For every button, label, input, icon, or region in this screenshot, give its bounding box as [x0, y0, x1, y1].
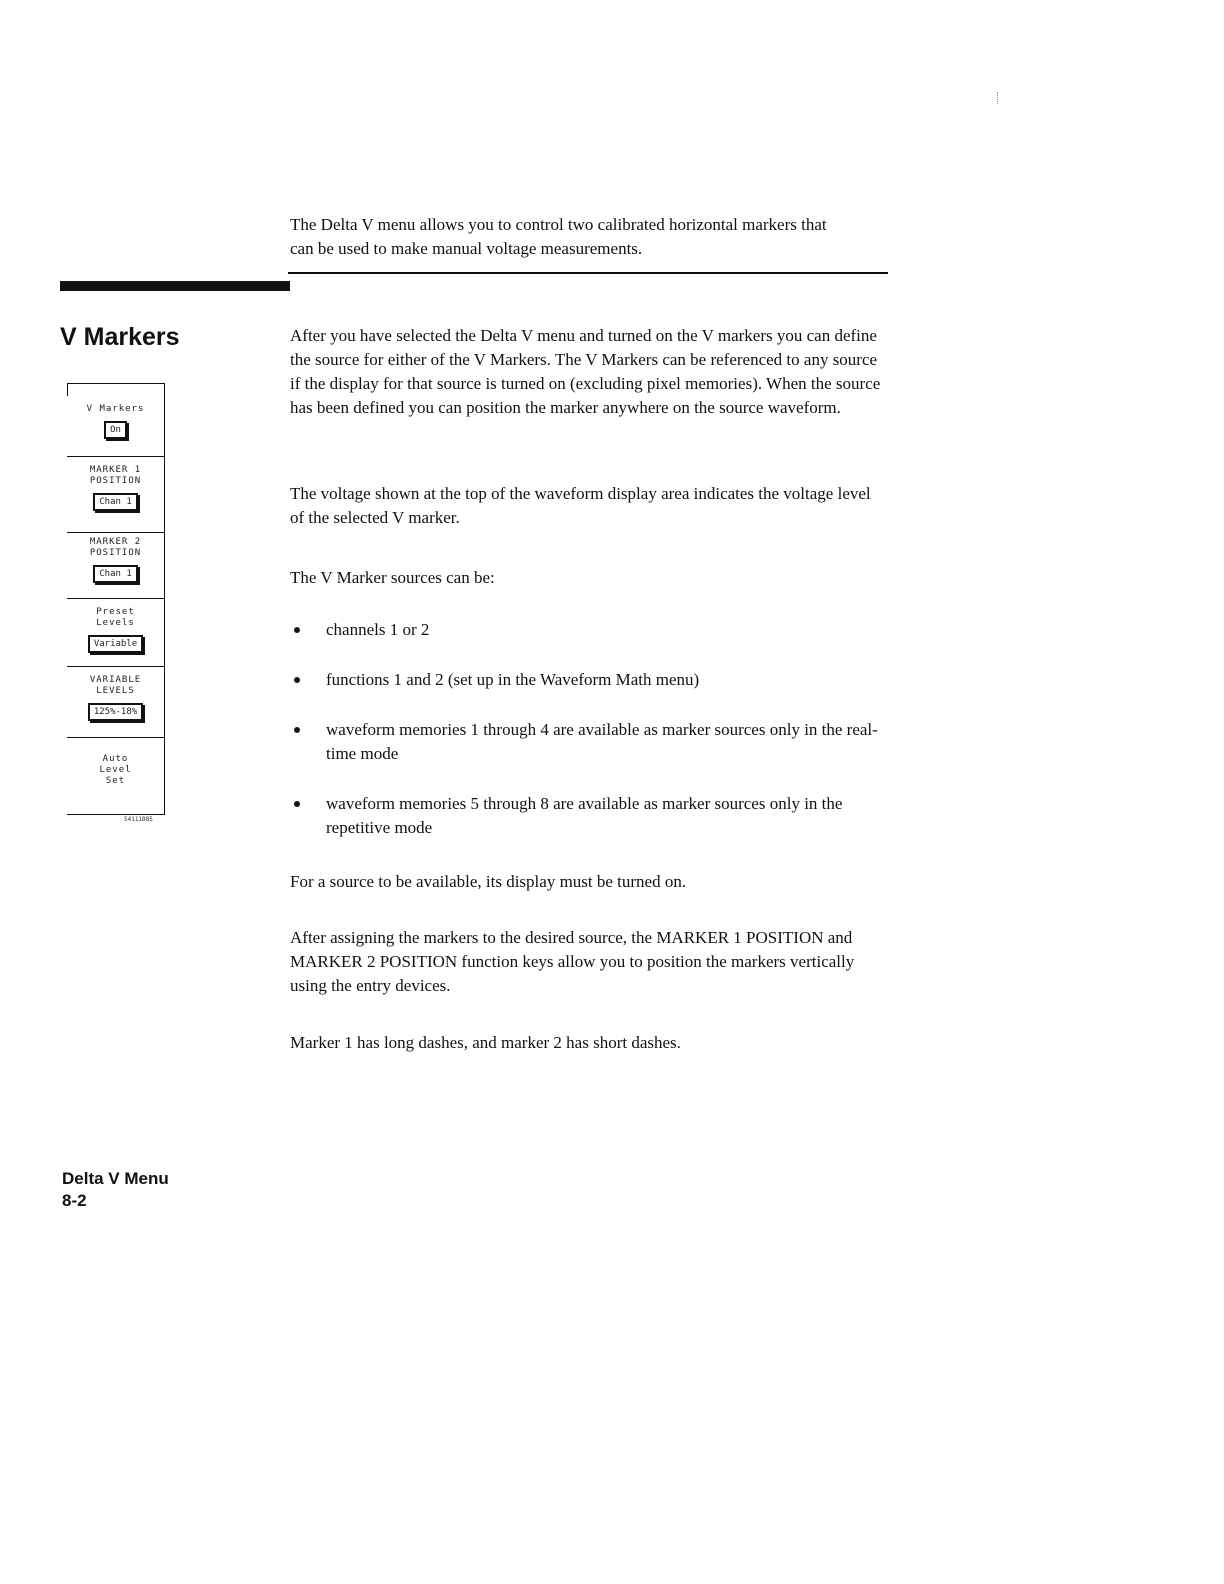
figure-code: 54111B85	[124, 816, 153, 823]
softkey-label: Preset Levels	[96, 607, 135, 628]
paragraph-sources-intro: The V Marker sources can be:	[290, 568, 495, 587]
softkey-marker1-position	[67, 457, 164, 533]
list-item-text: waveform memories 5 through 8 are available as marker sources only in the repetitive mode	[326, 794, 843, 837]
paragraph-availability: For a source to be available, its display must be turned on.	[290, 872, 687, 891]
list-item	[290, 792, 885, 840]
softkey-value-box: Chan 1	[93, 493, 138, 511]
intro-paragraph: The Delta V menu allows you to control two calibrated horizontal markers that can be used to make manual voltage measurements.	[290, 215, 827, 258]
softkey-value-box: On	[104, 421, 127, 439]
paragraph-dash-styles: Marker 1 has long dashes, and marker 2 has short dashes.	[290, 1033, 681, 1052]
softkey-value-box: 125%-18%	[88, 703, 143, 721]
softkey-marker2-position	[67, 533, 164, 599]
list-item	[290, 668, 885, 692]
marker-sources-list	[290, 612, 885, 840]
bullet-icon	[294, 677, 300, 683]
softkey-menu-illustration	[67, 383, 165, 815]
paragraph-source-definition: After you have selected the Delta V menu and turned on the V markers you can define the source for either of the V Markers. The V Markers can be referenced to any source if the display for that source is turned on (excluding pixel memories). When the source has been defined you can position the marker anywhere on the source waveform.	[290, 326, 881, 417]
softkey-label: Auto Level Set	[99, 754, 132, 786]
footer-page-number: 8-2	[62, 1191, 87, 1210]
bullet-icon	[294, 801, 300, 807]
scan-speck	[997, 92, 999, 104]
softkey-variable-levels	[67, 667, 164, 738]
list-item	[290, 618, 885, 642]
softkey-label: MARKER 1 POSITION	[89, 465, 142, 486]
list-item-text: functions 1 and 2 (set up in the Waveform Math menu)	[326, 670, 700, 689]
softkey-v-markers	[67, 384, 164, 457]
softkey-label: VARIABLE LEVELS	[89, 675, 142, 696]
section-title: V Markers	[60, 323, 180, 351]
paragraph-voltage-display: The voltage shown at the top of the waveform display area indicates the voltage level of the selected V marker.	[290, 484, 871, 527]
bullet-icon	[294, 727, 300, 733]
paragraph-positioning: After assigning the markers to the desired source, the MARKER 1 POSITION and MARKER 2 POSITION function keys allow you to position the markers vertically using the entry devices.	[290, 928, 855, 995]
softkey-value-box: Variable	[88, 635, 143, 653]
list-item	[290, 718, 885, 766]
softkey-label: V Markers	[86, 404, 145, 414]
softkey-preset-levels	[67, 599, 164, 667]
page-footer	[62, 1168, 169, 1212]
softkey-value-box: Chan 1	[93, 565, 138, 583]
softkey-auto-level-set	[67, 738, 164, 814]
bullet-icon	[294, 627, 300, 633]
footer-section-name: Delta V Menu	[62, 1169, 169, 1188]
header-rule-thin	[288, 272, 888, 274]
header-rule-thick	[60, 281, 290, 291]
list-item-text: waveform memories 1 through 4 are available as marker sources only in the real-time mode	[326, 720, 878, 763]
softkey-label: MARKER 2 POSITION	[89, 537, 142, 558]
list-item-text: channels 1 or 2	[326, 620, 430, 639]
